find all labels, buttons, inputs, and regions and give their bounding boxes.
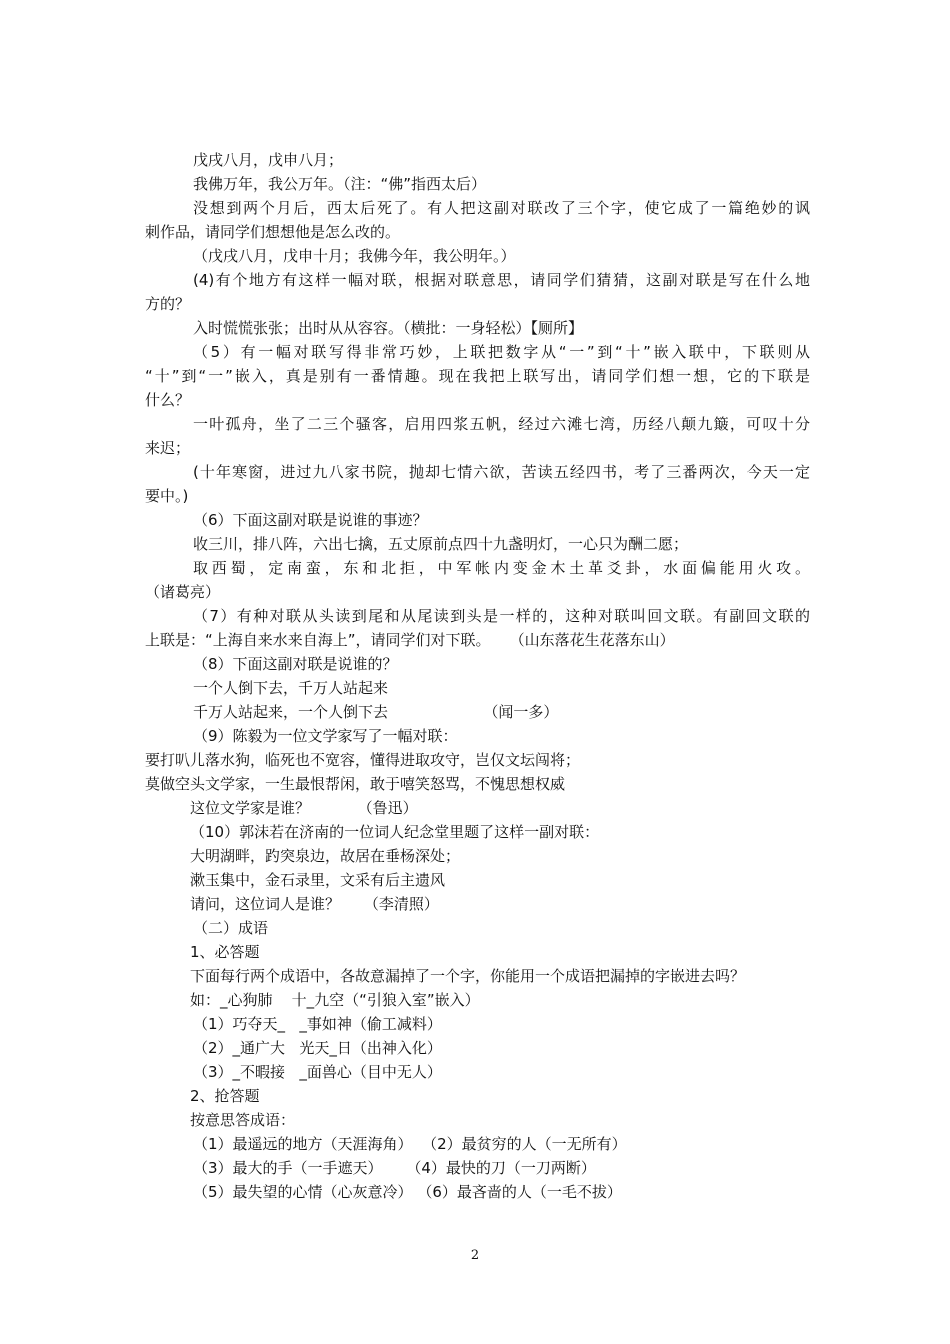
text-line: （戊戌八月，戊申十月；我佛今年，我公明年。）: [193, 247, 516, 265]
text-line: 我佛万年，我公万年。（注：“佛”指西太后）: [193, 175, 487, 193]
text-line: 什么？: [145, 391, 191, 409]
text-line: 戊戌八月，戊申八月；: [193, 151, 344, 169]
text-line: 按意思答成语：: [190, 1111, 296, 1129]
text-line: 千万人站起来，一个人倒下去 （闻一多）: [193, 703, 559, 721]
text-line: （5）有一幅对联写得非常巧妙，上联把数字从“一”到“十”嵌入联中，下联则从: [193, 343, 810, 361]
page-number: 2: [470, 1248, 480, 1263]
text-line: （6）下面这副对联是说谁的事迹？: [193, 511, 428, 529]
text-line: 莫做空头文学家，一生最恨帮闲，敢于嘻笑怒骂，不愧思想权威: [145, 775, 566, 793]
text-line: 入时慌慌张张；出时从从容容。（横批：一身轻松）【厕所】: [193, 319, 584, 337]
text-line: 要打叭儿落水狗，临死也不宽容，懂得进取攻守，岂仅文坛闯将；: [145, 751, 581, 769]
text-line: （9）陈毅为一位文学家写了一幅对联：: [193, 727, 458, 745]
text-line: 漱玉集中，金石录里，文采有后主遗风: [190, 871, 446, 889]
text-line: 收三川，排八阵，六出七擒，五丈原前点四十九盏明灯，一心只为酬二愿；: [193, 535, 689, 553]
text-line: （诸葛亮）: [145, 583, 221, 601]
text-line: 一个人倒下去，千万人站起来: [193, 679, 389, 697]
text-line: （10）郭沫若在济南的一位词人纪念堂里题了这样一副对联：: [190, 823, 600, 841]
text-line: 来迟；: [145, 439, 191, 457]
text-line: 没想到两个月后，西太后死了。有人把这副对联改了三个字，使它成了一篇绝妙的讽: [193, 199, 810, 217]
text-line: 请问，这位词人是谁？ （李清照）: [190, 895, 439, 913]
text-line: 刺作品，请同学们想想他是怎么改的。: [145, 223, 401, 241]
text-line: (十年寒窗，进过九八家书院，抛却七情六欲，苦读五经四书，考了三番两次，今天一定: [193, 463, 810, 481]
text-line: 方的？: [145, 295, 191, 313]
text-line: 取西蜀，定南蛮，东和北拒，中军帐内变金木土革爻卦，水面偏能用火攻。: [193, 559, 810, 577]
text-line: （5）最失望的心情（心灰意冷） （6）最吝啬的人（一毛不拔）: [193, 1183, 622, 1201]
text-line: （7）有种对联从头读到尾和从尾读到头是一样的，这种对联叫回文联。有副回文联的: [193, 607, 810, 625]
text-line: 上联是：“上海自来水来自海上”，请同学们对下联。 （山东落花生花落东山）: [145, 631, 675, 649]
text-line: （2）_通广大 光天_日（出神入化）: [193, 1039, 442, 1057]
text-line: 一叶孤舟，坐了二三个骚客，启用四浆五帆，经过六滩七湾，历经八颠九簸，可叹十分: [193, 415, 810, 433]
text-line: (4)有个地方有这样一幅对联，根据对联意思，请同学们猜猜，这副对联是写在什么地: [193, 271, 810, 289]
section-heading: 1、必答题: [190, 943, 260, 961]
text-line: 这位文学家是谁？ （鲁迅）: [190, 799, 418, 817]
section-heading: 2、抢答题: [190, 1087, 260, 1105]
text-line: （3）最大的手（一手遮天） （4）最快的刀（一刀两断）: [193, 1159, 596, 1177]
text-line: 下面每行两个成语中，各故意漏掉了一个字，你能用一个成语把漏掉的字嵌进去吗？: [190, 967, 746, 985]
text-line: （3）_不暇接 _面兽心（目中无人）: [193, 1063, 442, 1081]
text-line: 如：_心狗肺 十_九空（“引狼入室”嵌入）: [190, 991, 480, 1009]
text-line: （1）最遥远的地方（天涯海角） （2）最贫穷的人（一无所有）: [193, 1135, 627, 1153]
text-line: “十”到“一”嵌入，真是别有一番情趣。现在我把上联写出，请同学们想一想，它的下联是: [145, 367, 810, 385]
text-line: 要中。): [145, 487, 189, 505]
text-line: 大明湖畔，趵突泉边，故居在垂杨深处；: [190, 847, 461, 865]
text-line: （1）巧夺天_ _事如神（偷工减料）: [193, 1015, 442, 1033]
text-line: （8）下面这副对联是说谁的？: [193, 655, 398, 673]
section-heading: （二）成语: [193, 919, 269, 937]
